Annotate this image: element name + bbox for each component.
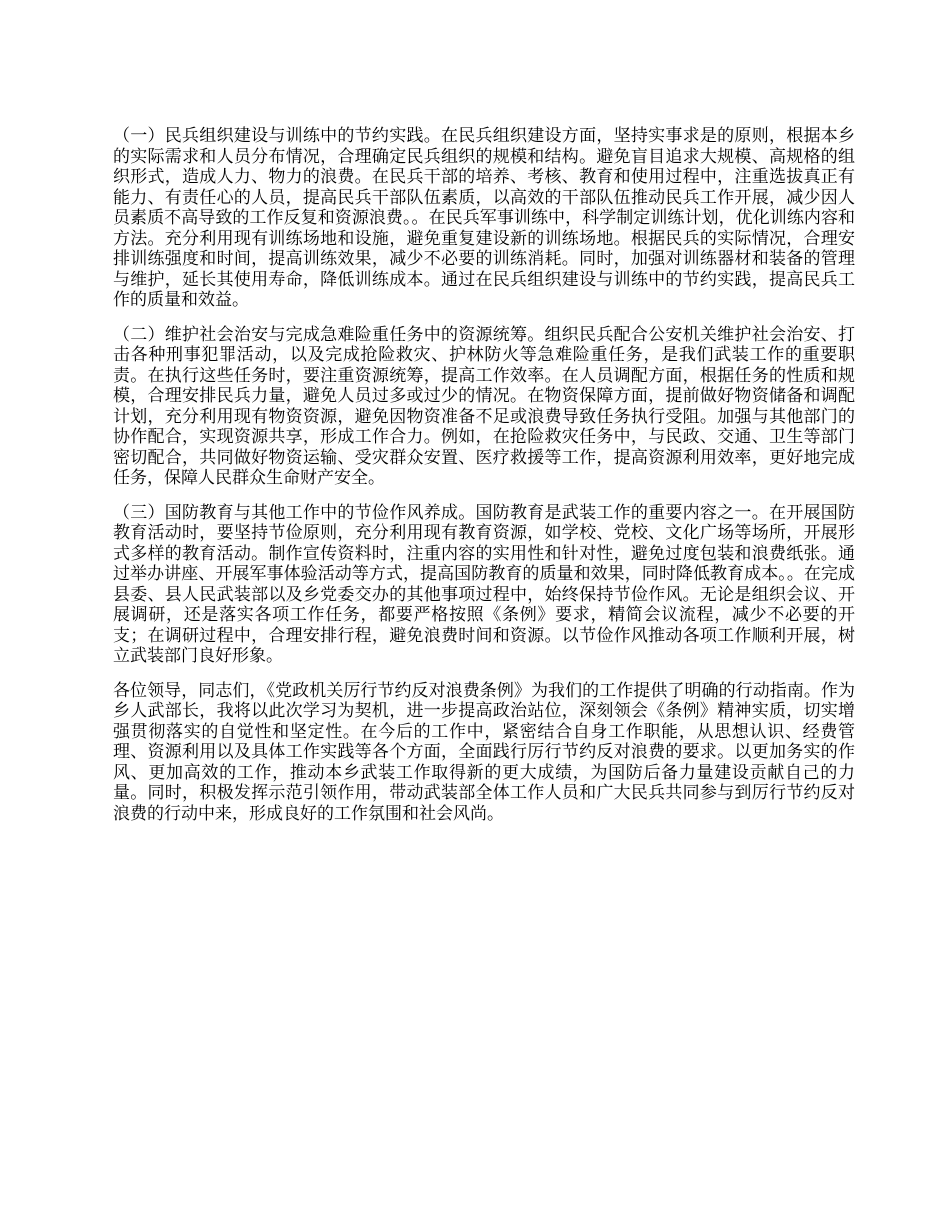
paragraph-closing-remarks: 各位领导，同志们，《党政机关厉行节约反对浪费条例》为我们的工作提供了明确的行动指南。作为乡人武部长，我将以此次学习为契机，进一步提高政治站位，深刻领会《条例》精神实质，切实增强贯彻落实的自觉性和坚定性。在今后的工作中，紧密结合自身工作职能，从思想认识、经费管理、资源利用以及具体工作实践等各个方面，全面践行厉行节约反对浪费的要求。以更加务实的作风、更加高效的工作，推动本乡武装工作取得新的更大成绩，为国防后备力量建设贡献自己的力量。同时，积极发挥示范引领作用，带动武装部全体工作人员和广大民兵共同参与到厉行节约反对浪费的行动中来，形成良好的工作氛围和社会风尚。 <box>113 680 855 824</box>
document-body <box>113 126 855 838</box>
paragraph-resource-coordination: （二）维护社会治安与完成急难险重任务中的资源统筹。组织民兵配合公安机关维护社会治安、打击各种刑事犯罪活动，以及完成抢险救灾、护林防火等急难险重任务，是我们武装工作的重要职责。在执行这些任务时，要注重资源统筹，提高工作效率。在人员调配方面，根据任务的性质和规模，合理安排民兵力量，避免人员过多或过少的情况。在物资保障方面，提前做好物资储备和调配计划，充分利用现有物资资源，避免因物资准备不足或浪费导致任务执行受阻。加强与其他部门的协作配合，实现资源共享，形成工作合力。例如，在抢险救灾任务中，与民政、交通、卫生等部门密切配合，共同做好物资运输、受灾群众安置、医疗救援等工作，提高资源利用效率，更好地完成任务，保障人民群众生命财产安全。 <box>113 324 855 488</box>
paragraph-militia-organization: （一）民兵组织建设与训练中的节约实践。在民兵组织建设方面，坚持实事求是的原则，根据本乡的实际需求和人员分布情况，合理确定民兵组织的规模和结构。避免盲目追求大规模、高规格的组织形式，造成人力、物力的浪费。在民兵干部的培养、考核、教育和使用过程中，注重选拔真正有能力、有责任心的人员，提高民兵干部队伍素质，以高效的干部队伍推动民兵工作开展，减少因人员素质不高导致的工作反复和资源浪费。。在民兵军事训练中，科学制定训练计划，优化训练内容和方法。充分利用现有训练场地和设施，避免重复建设新的训练场地。根据民兵的实际情况，合理安排训练强度和时间，提高训练效果，减少不必要的训练消耗。同时，加强对训练器材和装备的管理与维护，延长其使用寿命，降低训练成本。通过在民兵组织建设与训练中的节约实践，提高民兵工作的质量和效益。 <box>113 126 855 310</box>
paragraph-national-defense-education: （三）国防教育与其他工作中的节俭作风养成。国防教育是武装工作的重要内容之一。在开展国防教育活动时，要坚持节俭原则，充分利用现有教育资源，如学校、党校、文化广场等场所，开展形式多样的教育活动。制作宣传资料时，注重内容的实用性和针对性，避免过度包装和浪费纸张。通过举办讲座、开展军事体验活动等方式，提高国防教育的质量和效果，同时降低教育成本。。在完成县委、县人民武装部以及乡党委交办的其他事项过程中，始终保持节俭作风。无论是组织会议、开展调研，还是落实各项工作任务，都要严格按照《条例》要求，精简会议流程，减少不必要的开支；在调研过程中，合理安排行程，避免浪费时间和资源。以节俭作风推动各项工作顺利开展，树立武装部门良好形象。 <box>113 502 855 666</box>
